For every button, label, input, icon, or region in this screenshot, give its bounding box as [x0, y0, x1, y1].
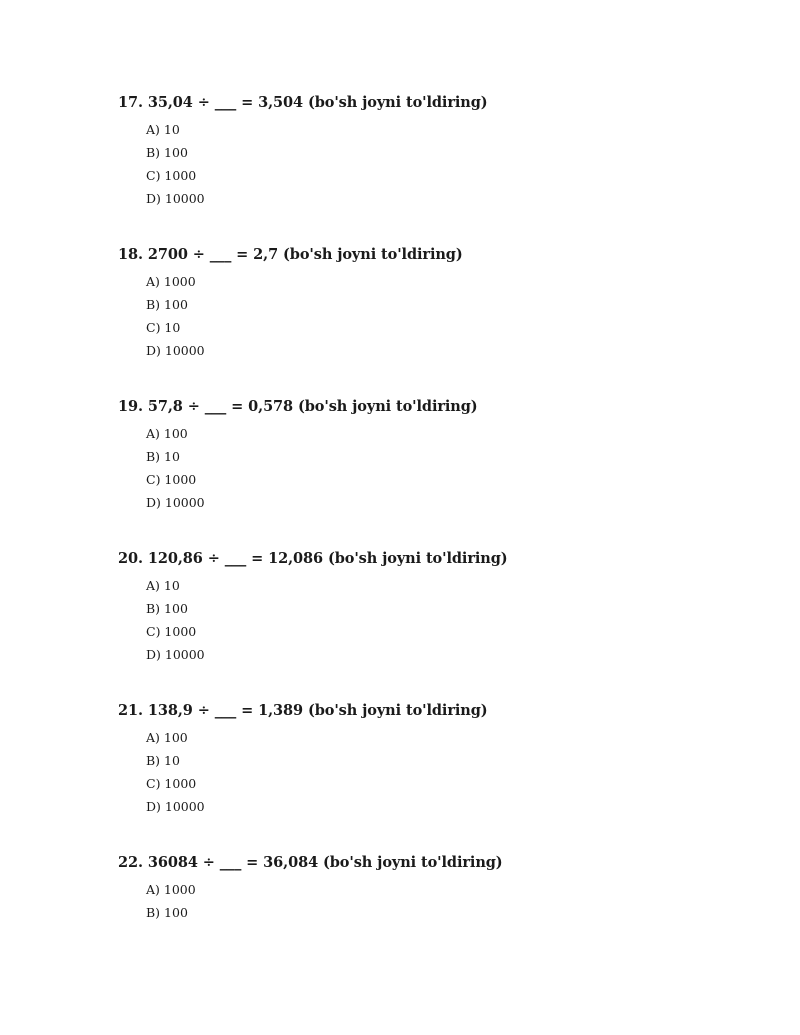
- option-c: C) 1000: [146, 472, 197, 487]
- option-d: D) 10000: [146, 191, 205, 206]
- option-a: A) 100: [146, 426, 188, 441]
- question-19: [118, 398, 758, 518]
- option-a: A) 10: [146, 578, 180, 593]
- question-title: 20. 120,86 ÷ ___ = 12,086 (bo'sh joyni to'ldiring): [118, 550, 508, 567]
- option-a: A) 1000: [146, 274, 196, 289]
- question-title: 17. 35,04 ÷ ___ = 3,504 (bo'sh joyni to'ldiring): [118, 94, 488, 111]
- question-title: 19. 57,8 ÷ ___ = 0,578 (bo'sh joyni to'ldiring): [118, 398, 478, 415]
- option-a: A) 10: [146, 122, 180, 137]
- option-d: D) 10000: [146, 647, 205, 662]
- question-22: [118, 854, 758, 928]
- question-17: [118, 94, 758, 214]
- question-title: 22. 36084 ÷ ___ = 36,084 (bo'sh joyni to'ldiring): [118, 854, 503, 871]
- option-c: C) 1000: [146, 168, 197, 183]
- question-title: 18. 2700 ÷ ___ = 2,7 (bo'sh joyni to'ldiring): [118, 246, 463, 263]
- question-20: [118, 550, 758, 670]
- answer-options: [146, 882, 758, 921]
- option-d: D) 10000: [146, 495, 205, 510]
- option-c: C) 1000: [146, 624, 197, 639]
- option-b: B) 100: [146, 601, 188, 616]
- option-a: A) 100: [146, 730, 188, 745]
- option-c: C) 10: [146, 320, 181, 335]
- option-b: B) 10: [146, 449, 180, 464]
- question-title: 21. 138,9 ÷ ___ = 1,389 (bo'sh joyni to'ldiring): [118, 702, 488, 719]
- option-c: C) 1000: [146, 776, 197, 791]
- question-18: [118, 246, 758, 366]
- option-b: B) 10: [146, 753, 180, 768]
- question-21: [118, 702, 758, 822]
- option-d: D) 10000: [146, 799, 205, 814]
- answer-options: [146, 426, 758, 511]
- answer-options: [146, 578, 758, 663]
- option-b: B) 100: [146, 297, 188, 312]
- option-b: B) 100: [146, 905, 188, 920]
- answer-options: [146, 730, 758, 815]
- option-a: A) 1000: [146, 882, 196, 897]
- answer-options: [146, 122, 758, 207]
- answer-options: [146, 274, 758, 359]
- option-b: B) 100: [146, 145, 188, 160]
- option-d: D) 10000: [146, 343, 205, 358]
